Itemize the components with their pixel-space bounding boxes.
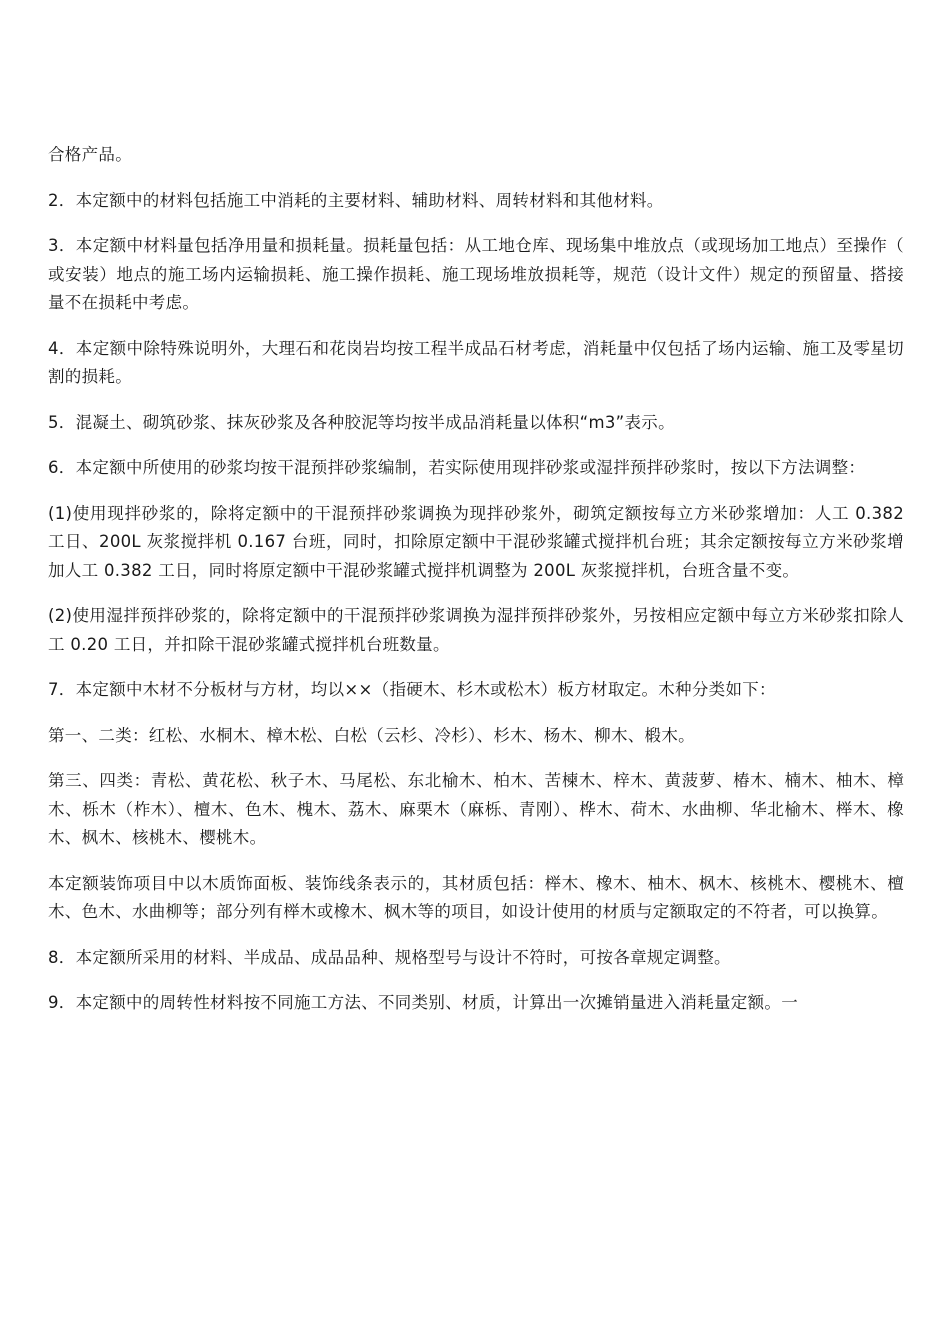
paragraph-item-9: 9．本定额中的周转性材料按不同施工方法、不同类别、材质，计算出一次摊销量进入消耗量定额。一 [48, 993, 798, 1012]
paragraph-item-4: 4．本定额中除特殊说明外，大理石和花岗岩均按工程半成品石材考虑，消耗量中仅包括了场内运输、施工及零星切割的损耗。 [48, 338, 904, 386]
paragraph-wood-class-1-2: 第一、二类：红松、水桐木、樟木松、白松（云杉、冷杉）、杉木、杨木、柳木、椴木。 [48, 725, 695, 745]
paragraph-item-6: 6．本定额中所使用的砂浆均按干混预拌砂浆编制，若实际使用现拌砂浆或湿拌预拌砂浆时，按以下方法调整： [48, 458, 866, 477]
paragraph-item-5: 5．混凝土、砌筑砂浆、抹灰砂浆及各种胶泥等均按半成品消耗量以体积“m3”表示。 [48, 412, 675, 432]
paragraph-qualified-product: 合格产品。 [48, 145, 132, 164]
paragraph-item-6-sub-2: (2)使用湿拌预拌砂浆的，除将定额中的干混预拌砂浆调换为湿拌预拌砂浆外，另按相应定额中每立方米砂浆扣除人工 0.20 工日，并扣除干混砂浆罐式搅拌机台班数量。 [48, 606, 904, 654]
paragraph-item-7: 7．本定额中木材不分板材与方材，均以××（指硬木、杉木或松木）板方材取定。木种分类如下： [48, 680, 776, 699]
paragraph-item-6-sub-1: (1)使用现拌砂浆的，除将定额中的干混预拌砂浆调换为现拌砂浆外，砌筑定额按每立方米砂浆增加：人工 0.382 工日、200L 灰浆搅拌机 0.167 台班，同时，扣除原定额中干混砂浆罐式搅拌机台班；其余定额按每立方米砂浆增加人工 0.382 工日，同时将原定额中干混砂浆罐式搅拌机调整为 200L 灰浆搅拌机，台班含量不变。 [48, 503, 904, 580]
paragraph-item-3: 3．本定额中材料量包括净用量和损耗量。损耗量包括：从工地仓库、现场集中堆放点（或现场加工地点）至操作（或安装）地点的施工场内运输损耗、施工操作损耗、施工现场堆放损耗等，规范（设计文件）规定的预留量、搭接量不在损耗中考虑。 [48, 236, 904, 312]
paragraph-wood-class-3-4: 第三、四类：青松、黄花松、秋子木、马尾松、东北榆木、柏木、苦楝木、梓木、黄菠萝、椿木、楠木、柚木、樟木、栎木（柞木）、檀木、色木、槐木、荔木、麻栗木（麻栎、青刚）、桦木、荷木、水曲柳、华北榆木、榉木、橡木、枫木、核桃木、樱桃木。 [48, 771, 904, 847]
paragraph-item-2: 2．本定额中的材料包括施工中消耗的主要材料、辅助材料、周转材料和其他材料。 [48, 190, 664, 210]
paragraph-item-8: 8．本定额所采用的材料、半成品、成品品种、规格型号与设计不符时，可按各章规定调整。 [48, 947, 731, 967]
paragraph-decorative-wood: 本定额装饰项目中以木质饰面板、装饰线条表示的，其材质包括：榉木、橡木、柚木、枫木、核桃木、樱桃木、檀木、色木、水曲柳等；部分列有榉木或橡木、枫木等的项目，如设计使用的材质与定额取定的不符者，可以换算。 [48, 873, 904, 921]
